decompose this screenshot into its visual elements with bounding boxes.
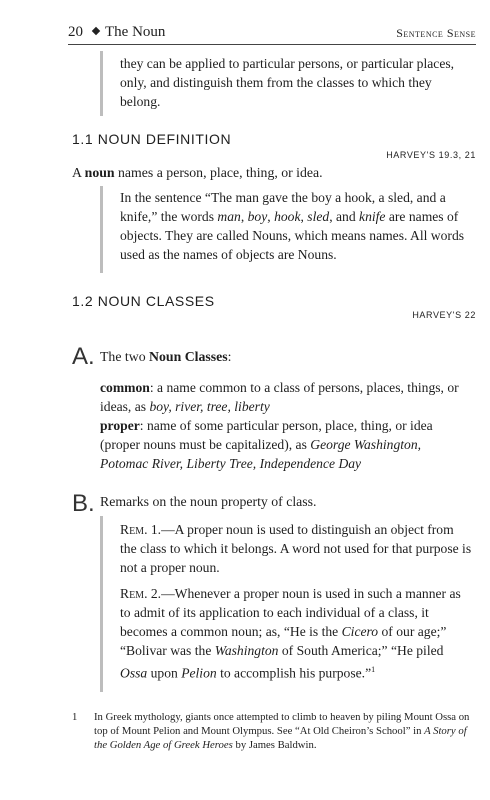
footnote: [72, 710, 474, 752]
page-number: 20: [68, 24, 83, 40]
quote-bar: [100, 186, 103, 273]
footnote-marker: 1: [371, 665, 376, 674]
remarks-body: [120, 520, 472, 690]
footnote-text: In Greek mythology, giants once attempted to climb to heaven by piling Mount Ossa on top of Mount Pelion and Mount Olympus. See “At Old Cheiron’s School” in A Story of the Golden Age of Greek Heroes by James Baldwin.: [94, 711, 470, 751]
header-rule: [68, 44, 476, 45]
list-letter-b: B.: [72, 490, 95, 517]
quote-bar: [100, 51, 103, 116]
book-title: Sentence Sense: [396, 26, 476, 40]
section-heading-definition: 1.1 NOUN DEFINITION: [72, 131, 232, 147]
proper-noun-entry: proper: name of some particular person, place, thing, or idea (proper nouns must be capitalized), as George Washington, Potomac River, Liberty Tree, Independence Day: [100, 418, 433, 471]
quote-bar: [100, 516, 103, 692]
noun-classes-body: [100, 378, 472, 473]
footnote-number: 1: [72, 711, 78, 723]
list-letter-a: A.: [72, 343, 95, 370]
section-heading-classes: 1.2 NOUN CLASSES: [72, 293, 215, 309]
running-header-left: [68, 24, 165, 41]
noun-definition: A noun names a person, place, thing, or idea.: [72, 165, 323, 180]
noun-classes-heading: The two Noun Classes:: [100, 349, 232, 364]
reference-definition: HARVEY'S 19.3, 21: [386, 150, 476, 160]
common-noun-entry: common: a name common to a class of persons, places, things, or ideas, as boy, river, tree, liberty: [100, 380, 459, 414]
diamond-icon: [92, 27, 100, 35]
remarks-heading: Remarks on the noun property of class.: [100, 494, 317, 509]
definition-quote: In the sentence “The man gave the boy a hook, a sled, and a knife,” the words man, boy, hook, sled, and knife are names of objects. They are called Nouns, which means names. All words used as the names of objects are Nouns.: [120, 190, 465, 262]
remark-1: Rem. 1.—A proper noun is used to distinguish an object from the class to which it belongs. A word not used for that purpose is not a proper noun.: [120, 522, 472, 575]
remark-2: Rem. 2.—Whenever a proper noun is used in such a manner as to admit of its application to each individual of a class, it becomes a common noun; as, “He is the Cicero of our age;” “Bolivar was the Washington of South America;” “He piled Ossa upon Pelion to accomplish his purpose.”$^1$: [120, 586, 461, 681]
chapter-title: The Noun: [105, 24, 166, 40]
reference-classes: HARVEY'S 22: [412, 310, 476, 320]
intro-quote: they can be applied to particular persons, or particular places, only, and distinguish them from the classes to which they belong.: [120, 56, 455, 109]
